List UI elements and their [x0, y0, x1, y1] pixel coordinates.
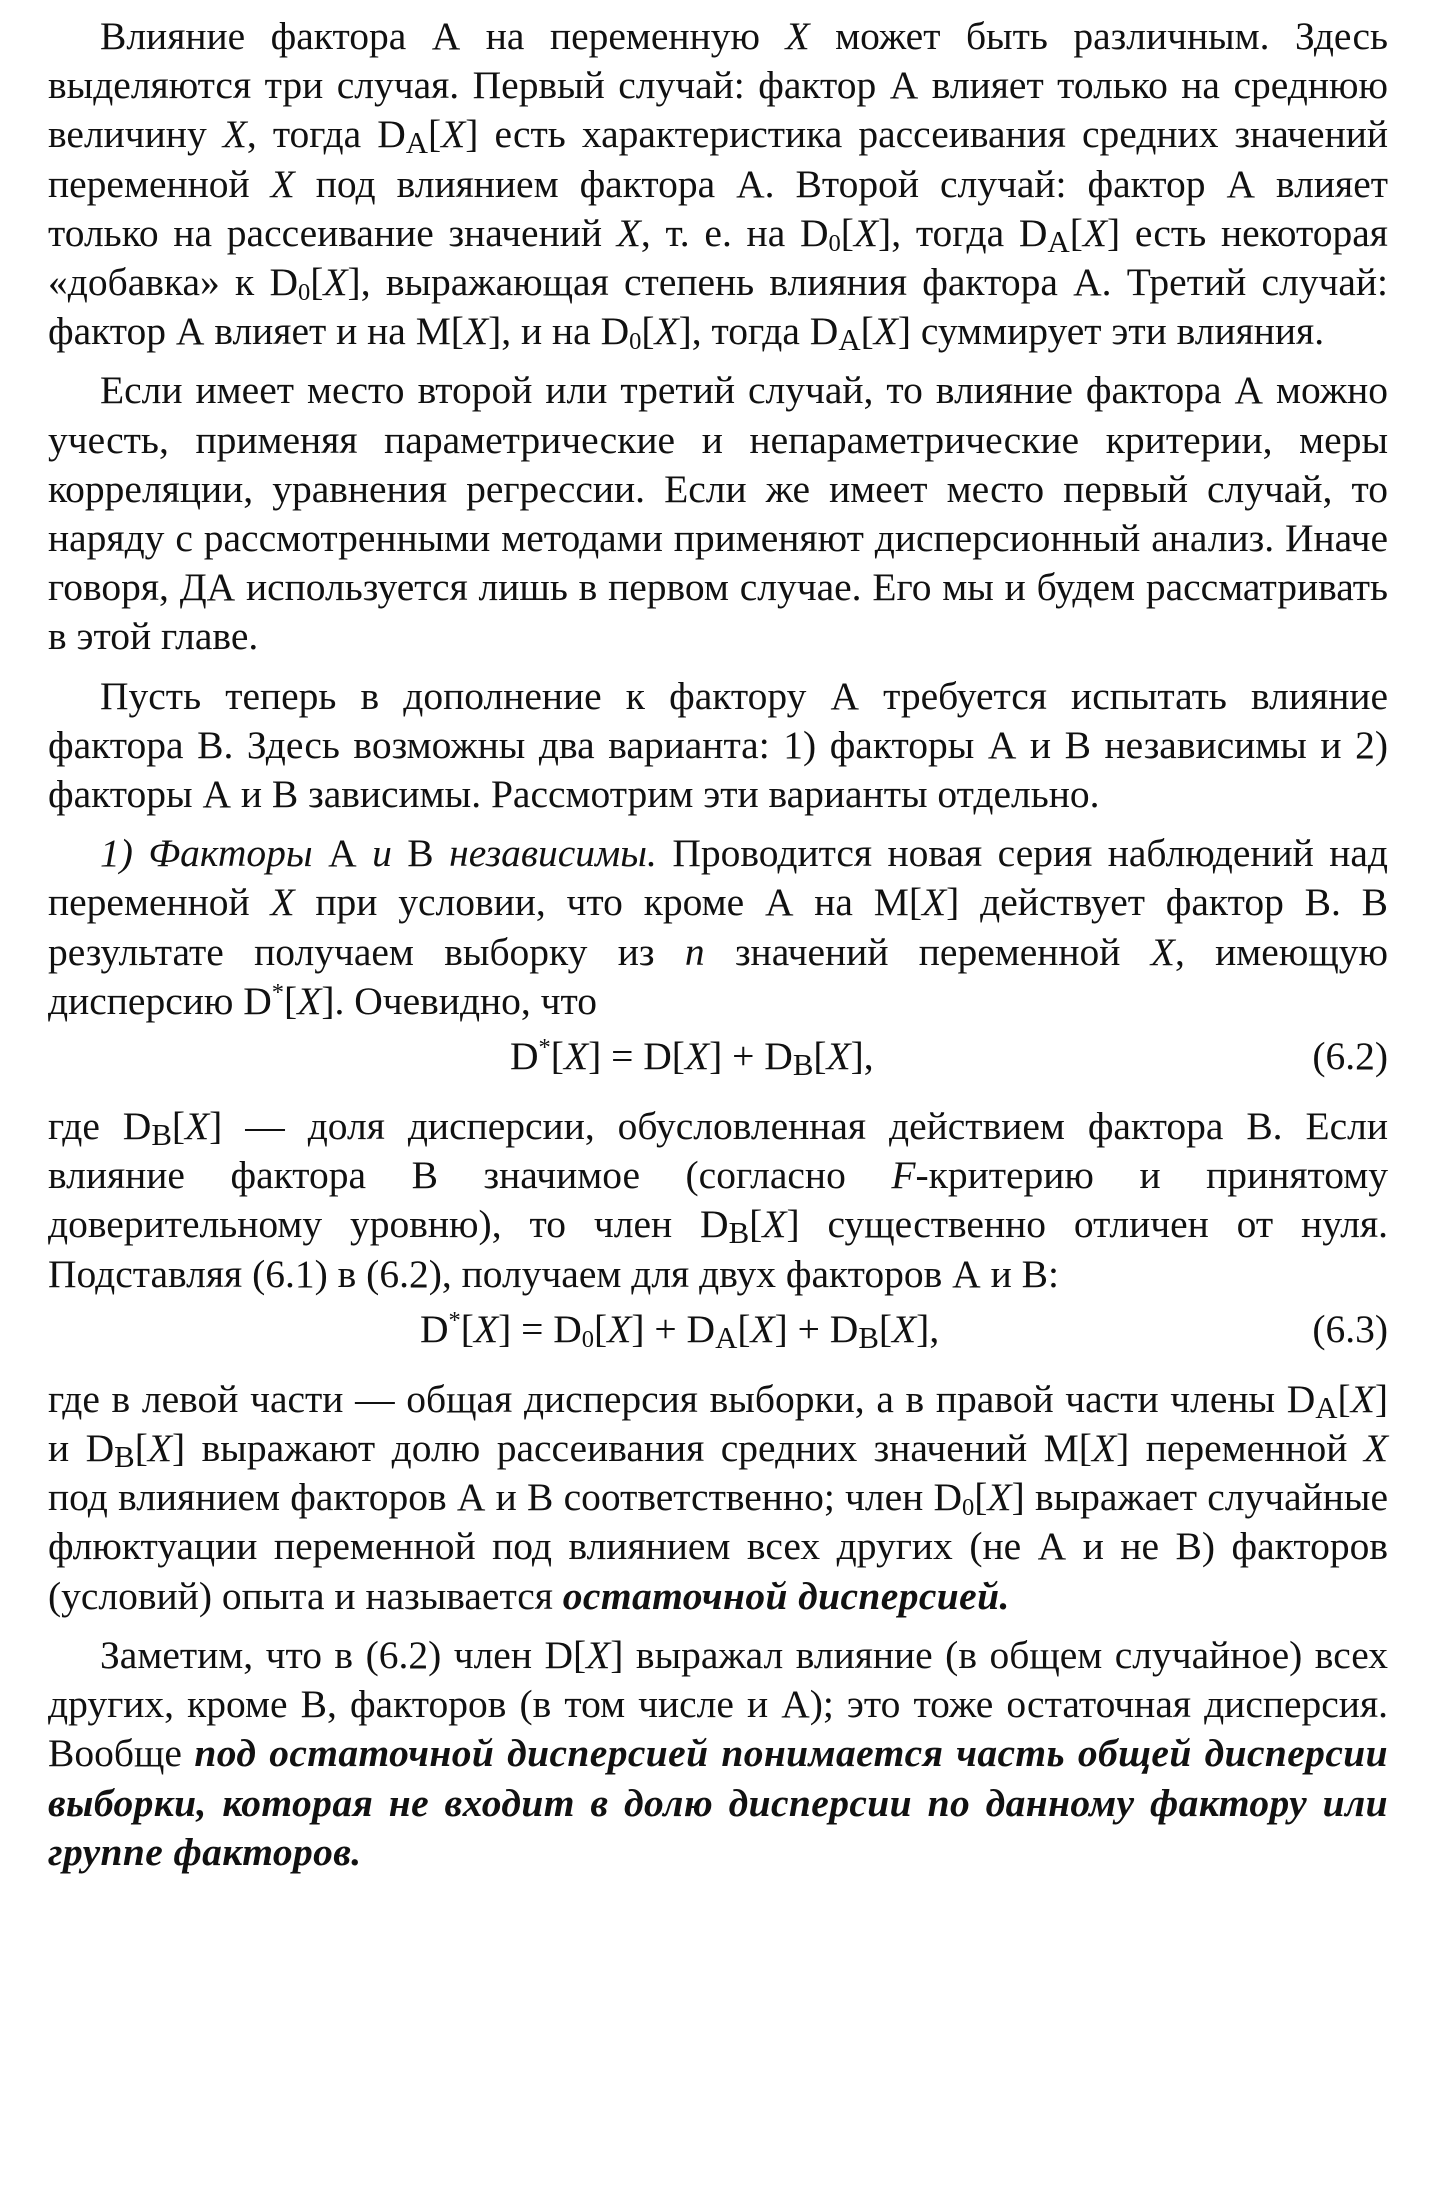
- paragraph-7: [48, 1631, 1388, 1877]
- paragraph-1: [48, 12, 1388, 356]
- paragraph-7-text: Заметим, что в (6.2) член D[X] выражал влияние (в общем случайное) всех других, кроме В, факторов (в том числе и А); это тоже остаточная дисперсия. Вообще: [48, 1632, 1388, 1776]
- paragraph-5-text: где $D_B[X]$ — доля дисперсии, обусловленная действием фактора В. Если влияние фактора В значимое (согласно F-критерию и принятому доверительному уровню), то член $D_B[X]$ существенно отличен от нуля. Подставляя (6.1) в (6.2), получаем для двух факторов А и В:: [48, 1104, 1388, 1296]
- equation-6-2-number: (6.2): [1312, 1034, 1388, 1079]
- paragraph-1-text: Влияние фактора А на переменную X может быть различным. Здесь выделяются три случая. Первый случай: фактор А влияет только на среднюю величину X, тогда $D_A[X]$ есть характеристика рассеивания средних значений переменной X под влиянием фактора А. Второй случай: фактор А влияет только на рассеивание значений X, т. е. на $D_0[X]$, тогда $D_A[X]$ есть некоторая «добавка» к $D_0[X]$, выражающая степень влияния фактора А. Третий случай: фактор А влияет и на M[X], и на $D_0[X]$, тогда $D_A[X]$ суммирует эти влияния.: [48, 14, 1388, 358]
- paragraph-4: 1) Факторы А и В независимы. Проводится новая серия наблюдений над переменной X при условии, что кроме А на M[X] действует фактор В. В результате получаем выборку из n значений переменной X, имеющую дисперсию D*[X]. Очевидно, что: [48, 831, 1389, 1023]
- paragraph-6: [48, 1375, 1388, 1621]
- residual-variance-definition: под остаточной дисперсией понимается часть общей дисперсии выборки, которая не входит в долю дисперсии по данному фактору или группе факторов.: [48, 1731, 1388, 1874]
- paragraph-3-text: Пусть теперь в дополнение к фактору А требуется испытать влияние фактора В. Здесь возможны два варианта: 1) факторы А и В независимы и 2) факторы А и В зависимы. Рассмотрим эти варианты отдельно.: [48, 673, 1388, 817]
- equation-6-2: [48, 1032, 1388, 1090]
- equation-6-3-expr: $D^*[X] = D_0[X] + D_A[X] + D_B[X]$,: [420, 1306, 940, 1356]
- paragraph-2-text: Если имеет место второй или третий случай, то влияние фактора А можно учесть, применяя параметрические и непараметрические критерии, меры корреляции, уравнения регрессии. Если же имеет место первый случай, то наряду с рассмотренными методами применяют дисперсионный анализ. Иначе говоря, ДА используется лишь в первом случае. Его мы и будем рассматривать в этой главе.: [48, 368, 1388, 659]
- equation-6-2-expr: $D^*[X] = D[X] + D_B[X]$,: [510, 1033, 874, 1083]
- residual-variance-term: остаточной дисперсией.: [562, 1573, 1010, 1618]
- paragraph-5: [48, 1102, 1388, 1299]
- paragraph-6-text: где в левой части — общая дисперсия выборки, а в правой части члены $D_A[X]$ и $D_B[X]$ выражают долю рассеивания средних значений M[X] переменной X под влиянием факторов А и В соответственно; член $D_0[X]$ выражает случайные флюктуации переменной под влиянием всех других (не А и не В) факторов (условий) опыта и называется: [48, 1376, 1388, 1618]
- equation-6-3-number: (6.3): [1312, 1306, 1388, 1351]
- book-page: [48, 12, 1388, 1887]
- paragraph-3: [48, 672, 1388, 820]
- equation-6-3: [48, 1305, 1388, 1363]
- paragraph-4-text: Проводится новая серия наблюдений над переменной X при условии, что кроме А на M[X] действует фактор В. В результате получаем выборку из n значений переменной X, имеющую дисперсию D*[X]. Очевидно, что: [48, 831, 1389, 1023]
- paragraph-4-lead: 1) Факторы: [100, 831, 313, 876]
- paragraph-2: [48, 366, 1388, 661]
